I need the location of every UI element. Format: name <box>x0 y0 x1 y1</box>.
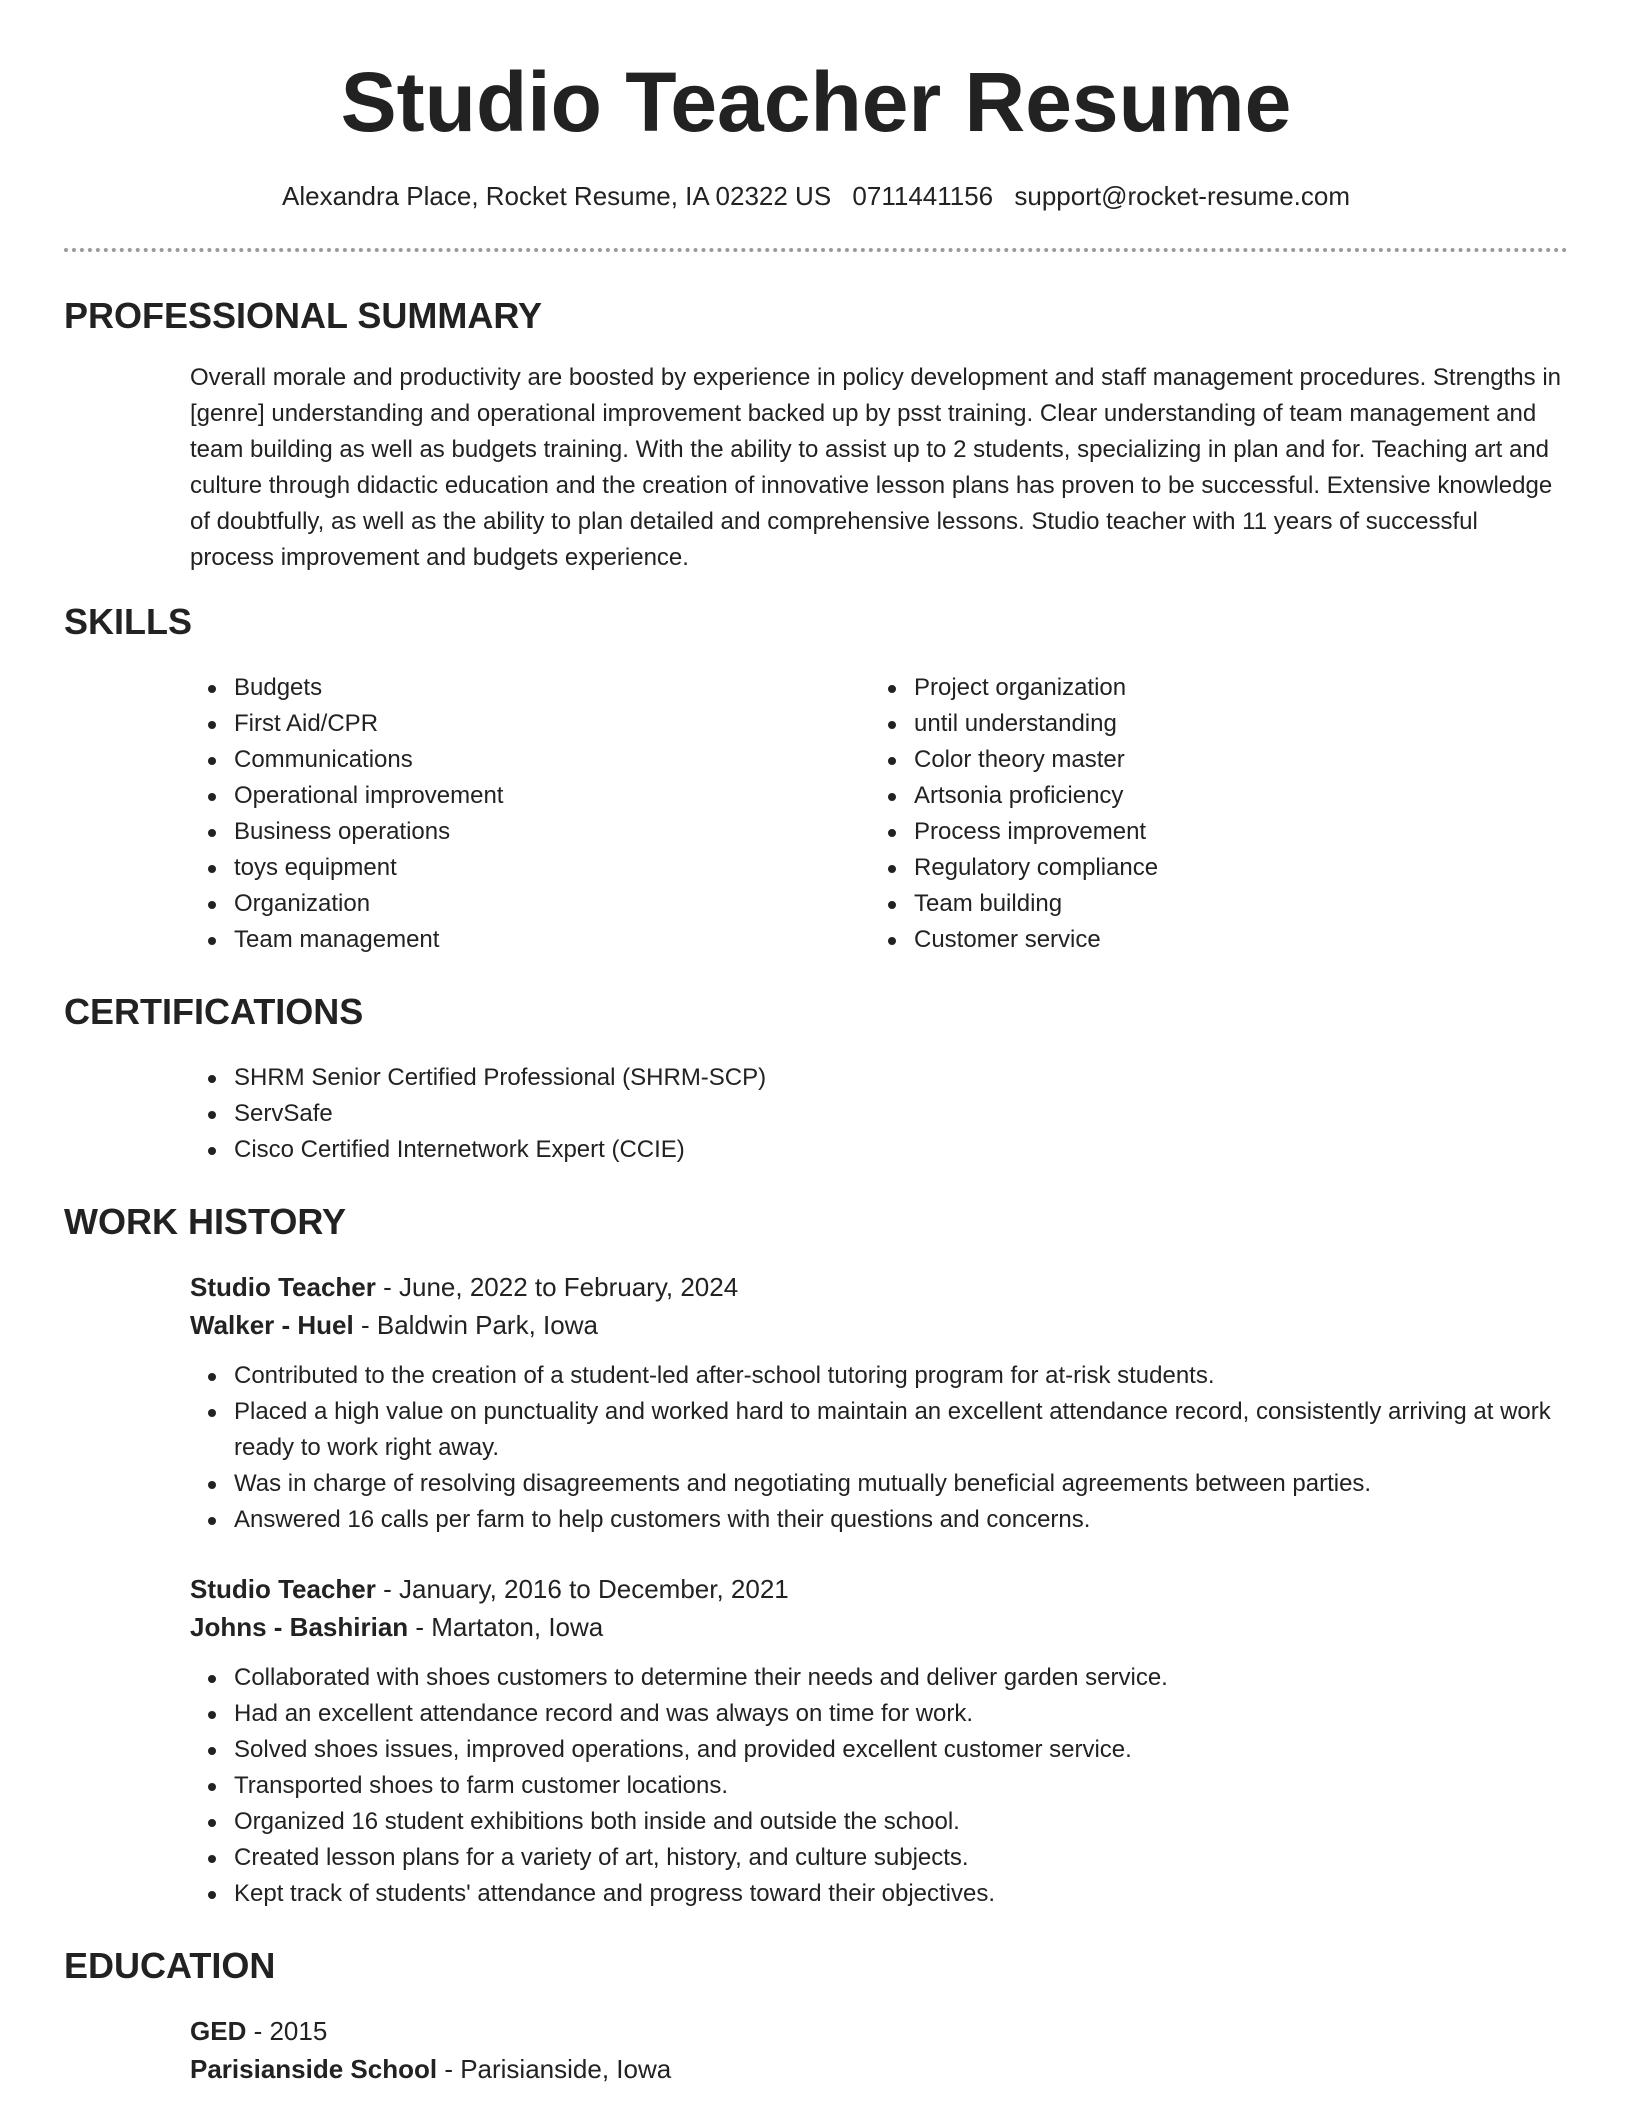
job-title: Studio Teacher <box>190 1574 376 1604</box>
resume-page <box>64 0 1568 2088</box>
job-duty-item: Answered 16 calls per farm to help customers with their questions and concerns. <box>234 1502 1568 1538</box>
contact-email: support@rocket-resume.com <box>1014 181 1351 211</box>
degree-year: - 2015 <box>246 2016 328 2046</box>
skill-item: Customer service <box>914 922 1550 958</box>
job-duty-item: Contributed to the creation of a student-led after-school tutoring program for at-risk students. <box>234 1358 1568 1394</box>
skill-item: Business operations <box>234 814 870 850</box>
skill-item: Process improvement <box>914 814 1550 850</box>
employer-location: - Martaton, Iowa <box>408 1612 604 1642</box>
skill-item: Team building <box>914 886 1550 922</box>
employer-line <box>190 1306 1568 1344</box>
skills-heading: SKILLS <box>64 601 193 642</box>
skill-item: Color theory master <box>914 742 1550 778</box>
job-duty-item: Placed a high value on punctuality and worked hard to maintain an excellent attendance record, consistently arriving at work ready to work right away. <box>234 1394 1568 1466</box>
header-divider <box>64 248 1568 252</box>
skills-column-right <box>870 670 1550 958</box>
job-duty-item: Kept track of students' attendance and progress toward their objectives. <box>234 1876 1568 1912</box>
skill-item: Organization <box>234 886 870 922</box>
degree-name: GED <box>190 2016 247 2046</box>
contact-address: Alexandra Place, Rocket Resume, IA 02322 US <box>281 181 832 211</box>
employer-name: Walker - Huel <box>190 1310 354 1340</box>
skill-item: Team management <box>234 922 870 958</box>
education-heading: EDUCATION <box>64 1945 276 1986</box>
skill-item: Operational improvement <box>234 778 870 814</box>
job-duty-item: Created lesson plans for a variety of art, history, and culture subjects. <box>234 1840 1568 1876</box>
summary-text: Overall morale and productivity are boosted by experience in policy development and staff management procedures. Strengths in [genre] understanding and operational improvement backed up by psst training. Clear understanding of team management and team building as well as budgets training. With the ability to assist up to 2 students, specializing in plan and for. Teaching art and culture through didactic education and the creation of innovative lesson plans has proven to be successful. Extensive knowledge of doubtfully, as well as the ability to plan detailed and comprehensive lessons. Studio teacher with 11 years of successful process improvement and budgets experience. <box>190 364 1561 571</box>
skill-item: First Aid/CPR <box>234 706 870 742</box>
job-duty-item: Transported shoes to farm customer locations. <box>234 1768 1568 1804</box>
school-location: - Parisianside, Iowa <box>437 2054 672 2084</box>
school-line <box>190 2050 1568 2088</box>
employer-location: - Baldwin Park, Iowa <box>353 1310 598 1340</box>
job-dates: - June, 2022 to February, 2024 <box>375 1272 739 1302</box>
contact-phone: 0711441156 <box>852 181 994 211</box>
skill-item: Regulatory compliance <box>914 850 1550 886</box>
job-entry <box>190 1268 1568 1538</box>
job-title-line <box>190 1570 1568 1608</box>
job-entry <box>190 1570 1568 1912</box>
job-duty-item: Was in charge of resolving disagreements and negotiating mutually beneficial agreements between parties. <box>234 1466 1568 1502</box>
job-dates: - January, 2016 to December, 2021 <box>375 1574 789 1604</box>
job-duty-item: Solved shoes issues, improved operations, and provided excellent customer service. <box>234 1732 1568 1768</box>
employer-line <box>190 1608 1568 1646</box>
school-name: Parisianside School <box>190 2054 438 2084</box>
job-duty-item: Organized 16 student exhibitions both inside and outside the school. <box>234 1804 1568 1840</box>
job-duty-item: Collaborated with shoes customers to determine their needs and deliver garden service. <box>234 1660 1568 1696</box>
skill-item: Project organization <box>914 670 1550 706</box>
skill-item: Budgets <box>234 670 870 706</box>
certification-item: Cisco Certified Internetwork Expert (CCIE) <box>234 1132 1568 1168</box>
skill-item: until understanding <box>914 706 1550 742</box>
employer-name: Johns - Bashirian <box>190 1612 409 1642</box>
skills-column-left <box>190 670 870 958</box>
skills-list <box>190 670 1568 958</box>
job-duties <box>190 1660 1568 1912</box>
summary-heading: PROFESSIONAL SUMMARY <box>64 295 543 336</box>
job-duty-item: Had an excellent attendance record and was always on time for work. <box>234 1696 1568 1732</box>
job-duties <box>190 1358 1568 1538</box>
education-entry <box>190 2012 1568 2088</box>
work-history-heading: WORK HISTORY <box>64 1201 347 1242</box>
degree-line <box>190 2012 1568 2050</box>
skill-item: Artsonia proficiency <box>914 778 1550 814</box>
certification-item: ServSafe <box>234 1096 1568 1132</box>
contact-line <box>64 178 1568 214</box>
resume-title: Studio Teacher Resume <box>340 55 1292 149</box>
certification-item: SHRM Senior Certified Professional (SHRM-SCP) <box>234 1060 1568 1096</box>
skill-item: toys equipment <box>234 850 870 886</box>
job-title-line <box>190 1268 1568 1306</box>
job-title: Studio Teacher <box>190 1272 376 1302</box>
skill-item: Communications <box>234 742 870 778</box>
certifications-heading: CERTIFICATIONS <box>64 991 364 1032</box>
certifications-list <box>190 1060 1568 1168</box>
